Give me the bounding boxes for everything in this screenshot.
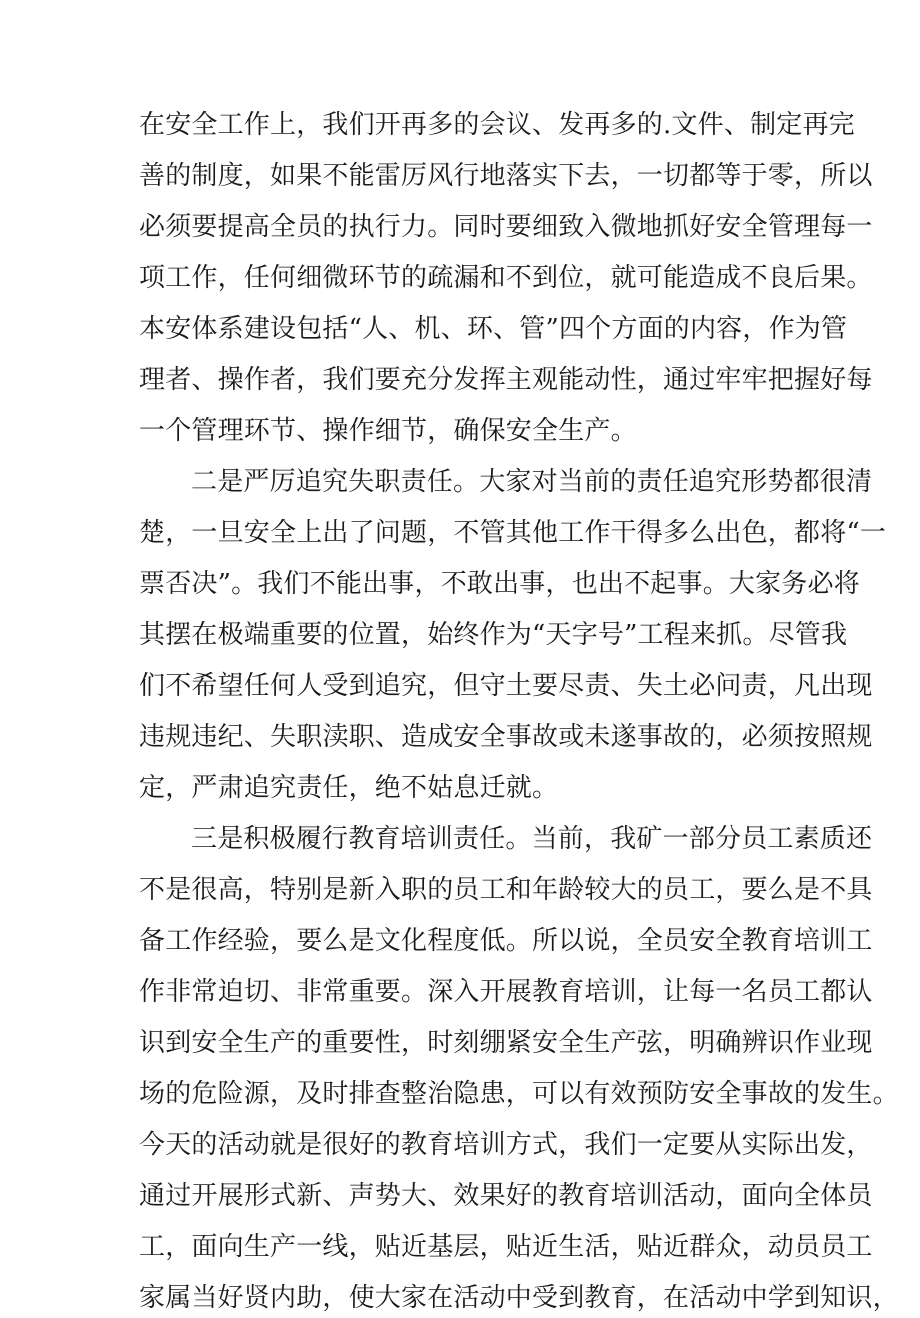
text-line: 不是很高，特别是新入职的员工和年龄较大的员工，要么是不具 bbox=[139, 875, 873, 905]
paragraph-start-line: 二是严厉追究失职责任。大家对当前的责任追究形势都很清 bbox=[191, 467, 873, 497]
text-line: 识到安全生产的重要性，时刻绷紧安全生产弦，明确辨识作业现 bbox=[139, 1028, 873, 1058]
text-line: 家属当好贤内助，使大家在活动中受到教育，在活动中学到知识， bbox=[139, 1283, 899, 1313]
text-line: 必须要提高全员的执行力。同时要细致入微地抓好安全管理每一 bbox=[139, 212, 873, 242]
text-line: 通过开展形式新、声势大、效果好的教育培训活动，面向全体员 bbox=[139, 1181, 873, 1211]
text-line: 工，面向生产一线，贴近基层，贴近生活，贴近群众，动员员工 bbox=[139, 1232, 873, 1262]
text-line: 场的危险源，及时排查整治隐患，可以有效预防安全事故的发生。 bbox=[139, 1079, 899, 1109]
text-line: 们不希望任何人受到追究，但守土要尽责、失土必问责，凡出现 bbox=[139, 671, 873, 701]
text-line: 定，严肃追究责任，绝不姑息迁就。 bbox=[139, 773, 559, 803]
text-line: 善的制度，如果不能雷厉风行地落实下去，一切都等于零，所以 bbox=[139, 161, 873, 191]
text-line: 理者、操作者，我们要充分发挥主观能动性，通过牢牢把握好每 bbox=[139, 365, 873, 395]
text-line: 楚，一旦安全上出了问题，不管其他工作干得多么出色，都将“一 bbox=[139, 518, 887, 548]
text-line: 备工作经验，要么是文化程度低。所以说，全员安全教育培训工 bbox=[139, 926, 873, 956]
text-line: 今天的活动就是很好的教育培训方式，我们一定要从实际出发， bbox=[139, 1130, 873, 1160]
text-line: 其摆在极端重要的位置，始终作为“天字号”工程来抓。尽管我 bbox=[139, 620, 848, 650]
paragraph-start-line: 三是积极履行教育培训责任。当前，我矿一部分员工素质还 bbox=[191, 824, 873, 854]
text-line: 本安体系建设包括“人、机、环、管”四个方面的内容，作为管 bbox=[139, 314, 848, 344]
text-line: 项工作，任何细微环节的疏漏和不到位，就可能造成不良后果。 bbox=[139, 263, 873, 293]
text-line: 作非常迫切、非常重要。深入开展教育培训，让每一名员工都认 bbox=[139, 977, 873, 1007]
text-line: 在安全工作上，我们开再多的会议、发再多的.文件、制定再完 bbox=[139, 110, 855, 140]
text-line: 票否决”。我们不能出事，不敢出事，也出不起事。大家务必将 bbox=[139, 569, 860, 599]
text-line: 违规违纪、失职渎职、造成安全事故或未遂事故的，必须按照规 bbox=[139, 722, 873, 752]
text-line: 一个管理环节、操作细节，确保安全生产。 bbox=[139, 416, 637, 446]
